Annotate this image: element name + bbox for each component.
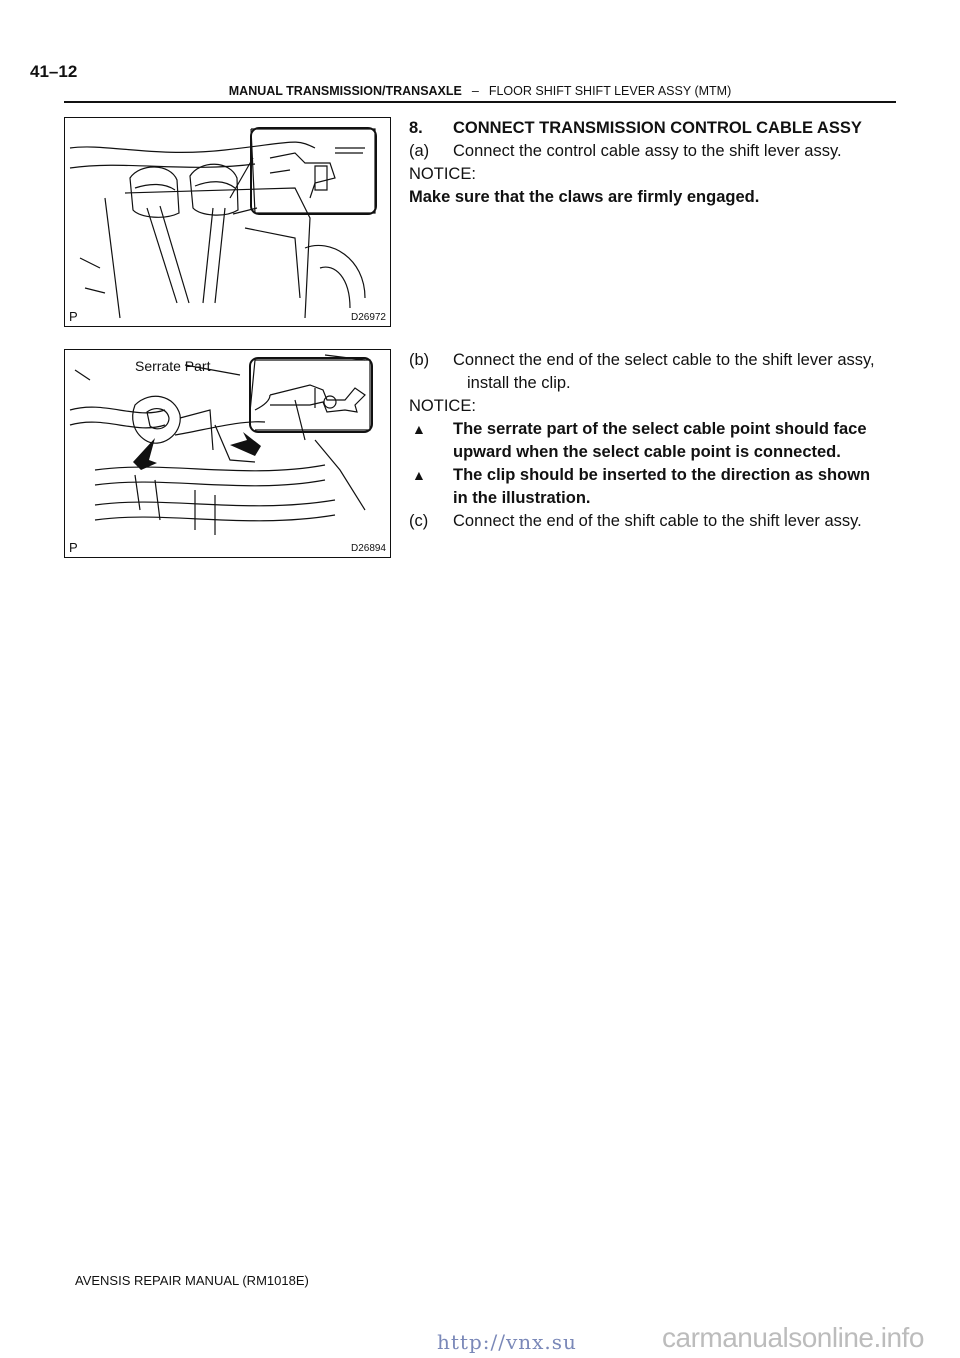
header-rule [64,101,896,103]
figure-control-cable [64,117,391,327]
substep-text-continued: install the clip. [467,374,571,392]
bullet-triangle-icon: ▲ [412,421,426,437]
notice-bullet-text: The clip should be inserted to the direction as shown [453,466,871,484]
figure-corner-mark: P [69,309,78,324]
substep-letter: (b) [409,351,430,369]
footer-manual-title: AVENSIS REPAIR MANUAL (RM1018E) [75,1273,309,1288]
bullet-triangle-icon: ▲ [412,467,426,483]
running-header [0,84,960,98]
right-arrow-shape [230,432,261,456]
select-cable-illustration [65,350,390,557]
figure-code: D26972 [350,312,386,323]
notice-bullet-text-continued: in the illustration. [453,489,591,507]
substep-letter: (c) [409,512,429,530]
watermark-link[interactable]: http://vnx.su [437,1330,577,1354]
section-title: MANUAL TRANSMISSION/TRANSAXLE [228,84,462,98]
substep-letter: (a) [409,142,430,160]
substep-text: Connect the control cable assy to the shift lever assy. [453,142,842,160]
watermark-site: carmanualsonline.info [662,1322,924,1353]
figure-corner-mark: P [69,540,78,555]
notice-label: NOTICE: [409,397,476,415]
notice-text: Make sure that the claws are firmly engaged. [409,188,760,206]
substep-text: Connect the end of the select cable to the shift lever assy, [453,351,875,369]
figure-code: D26894 [350,543,386,554]
header-separator: – [471,84,479,98]
step-title: CONNECT TRANSMISSION CONTROL CABLE ASSY [453,119,862,137]
notice-label: NOTICE: [409,165,476,183]
left-arrow-shape [133,438,157,470]
figure-select-cable [64,349,391,558]
page-number: 41–12 [30,62,78,81]
figure-callout-label: Serrate Part [135,358,211,374]
control-cable-illustration [65,118,390,326]
subsection-title: FLOOR SHIFT SHIFT LEVER ASSY (MTM) [488,84,732,98]
notice-bullet-text-continued: upward when the select cable point is connected. [453,443,841,461]
step-number: 8. [409,119,423,137]
notice-bullet-text: The serrate part of the select cable point should face [453,420,867,438]
substep-text: Connect the end of the shift cable to the shift lever assy. [453,512,862,530]
